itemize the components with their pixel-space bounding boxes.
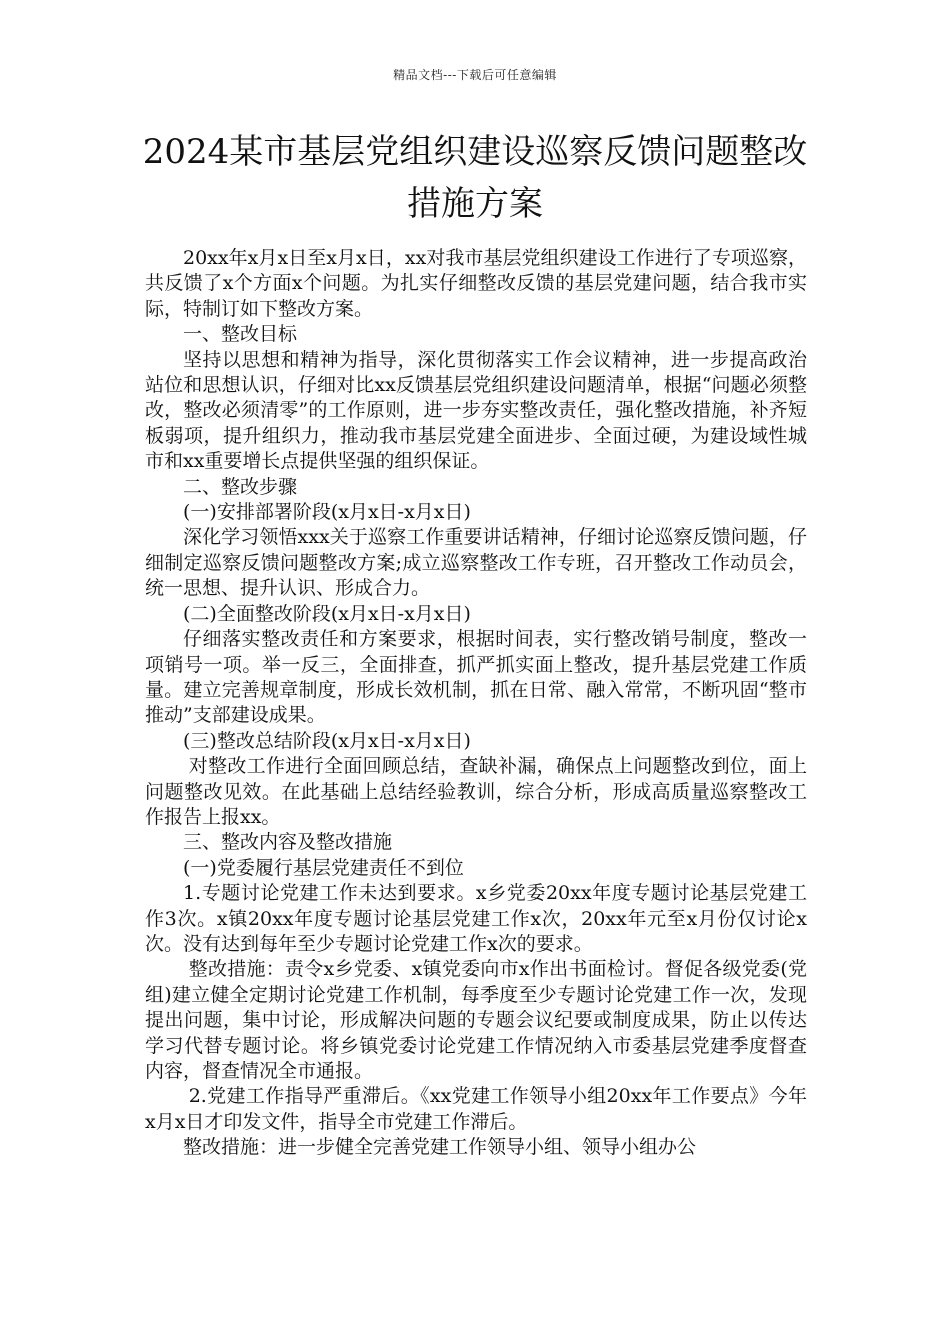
- header-note: 精品文档---下载后可任意编辑: [393, 68, 557, 82]
- paragraph: 2.党建工作指导严重滞后。《xx党建工作领导小组20xx年工作要点》今年x月x日才印发文件，指导全市党建工作滞后。: [145, 1085, 807, 1133]
- subsection-heading: (一)安排部署阶段(x月x日-x月x日): [183, 501, 471, 524]
- section-heading: 一、整改目标: [183, 323, 298, 346]
- section-heading: 三、整改内容及整改措施: [183, 831, 393, 854]
- paragraph: 对整改工作进行全面回顾总结，查缺补漏，确保点上问题整改到位，面上问题整改见效。在此基础上总结经验教训，综合分析，形成高质量巡察整改工作报告上报xx。: [145, 755, 807, 828]
- document-body: [145, 246, 807, 1161]
- subsection-heading: (二)全面整改阶段(x月x日-x月x日): [183, 602, 471, 625]
- paragraph: 整改措施：责令x乡党委、x镇党委向市x作出书面检讨。督促各级党委(党组)建立健全定期讨论党建工作机制，每季度至少专题讨论党建工作一次，发现提出问题，集中讨论，形成解决问题的专题会议纪要或制度成果，防止以传达学习代替专题讨论。将乡镇党委讨论党建工作情况纳入市委基层党建季度督查内容，督查情况全市通报。: [145, 958, 807, 1082]
- paragraph: 1.专题讨论党建工作未达到要求。x乡党委20xx年度专题讨论基层党建工作3次。x镇20xx年度专题讨论基层党建工作x次，20xx年元至x月份仅讨论x次。没有达到每年至少专题讨论党建工作x次的要求。: [145, 882, 807, 955]
- subsection-heading: (三)整改总结阶段(x月x日-x月x日): [183, 729, 471, 752]
- document-title: 2024某市基层党组织建设巡察反馈问题整改措施方案: [142, 132, 808, 224]
- paragraph: 坚持以思想和精神为指导，深化贯彻落实工作会议精神，进一步提高政治站位和思想认识，仔细对比xx反馈基层党组织建设问题清单，根据“问题必须整改，整改必须清零”的工作原则，进一步夯实整改责任，强化整改措施，补齐短板弱项，提升组织力，推动我市基层党建全面进步、全面过硬，为建设域性城市和xx重要增长点提供坚强的组织保证。: [145, 348, 807, 473]
- paragraph: 深化学习领悟xxx关于巡察工作重要讲话精神，仔细讨论巡察反馈问题，仔细制定巡察反馈问题整改方案;成立巡察整改工作专班，召开整改工作动员会，统一思想、提升认识、形成合力。: [145, 526, 807, 600]
- paragraph: 仔细落实整改责任和方案要求，根据时间表，实行整改销号制度，整改一项销号一项。举一反三，全面排查，抓严抓实面上整改，提升基层党建工作质量。建立完善规章制度，形成长效机制，抓在日常、融入常常，不断巩固“整市推动”支部建设成果。: [145, 628, 807, 727]
- paragraph: 整改措施：进一步健全完善党建工作领导小组、领导小组办公: [183, 1136, 697, 1159]
- section-heading: 二、整改步骤: [183, 475, 298, 498]
- paragraph: 20xx年x月x日至x月x日，xx对我市基层党组织建设工作进行了专项巡察，共反馈了x个方面x个问题。为扎实仔细整改反馈的基层党建问题，结合我市实际，特制订如下整改方案。: [145, 247, 807, 320]
- subsection-heading: (一)党委履行基层党建责任不到位: [183, 856, 464, 879]
